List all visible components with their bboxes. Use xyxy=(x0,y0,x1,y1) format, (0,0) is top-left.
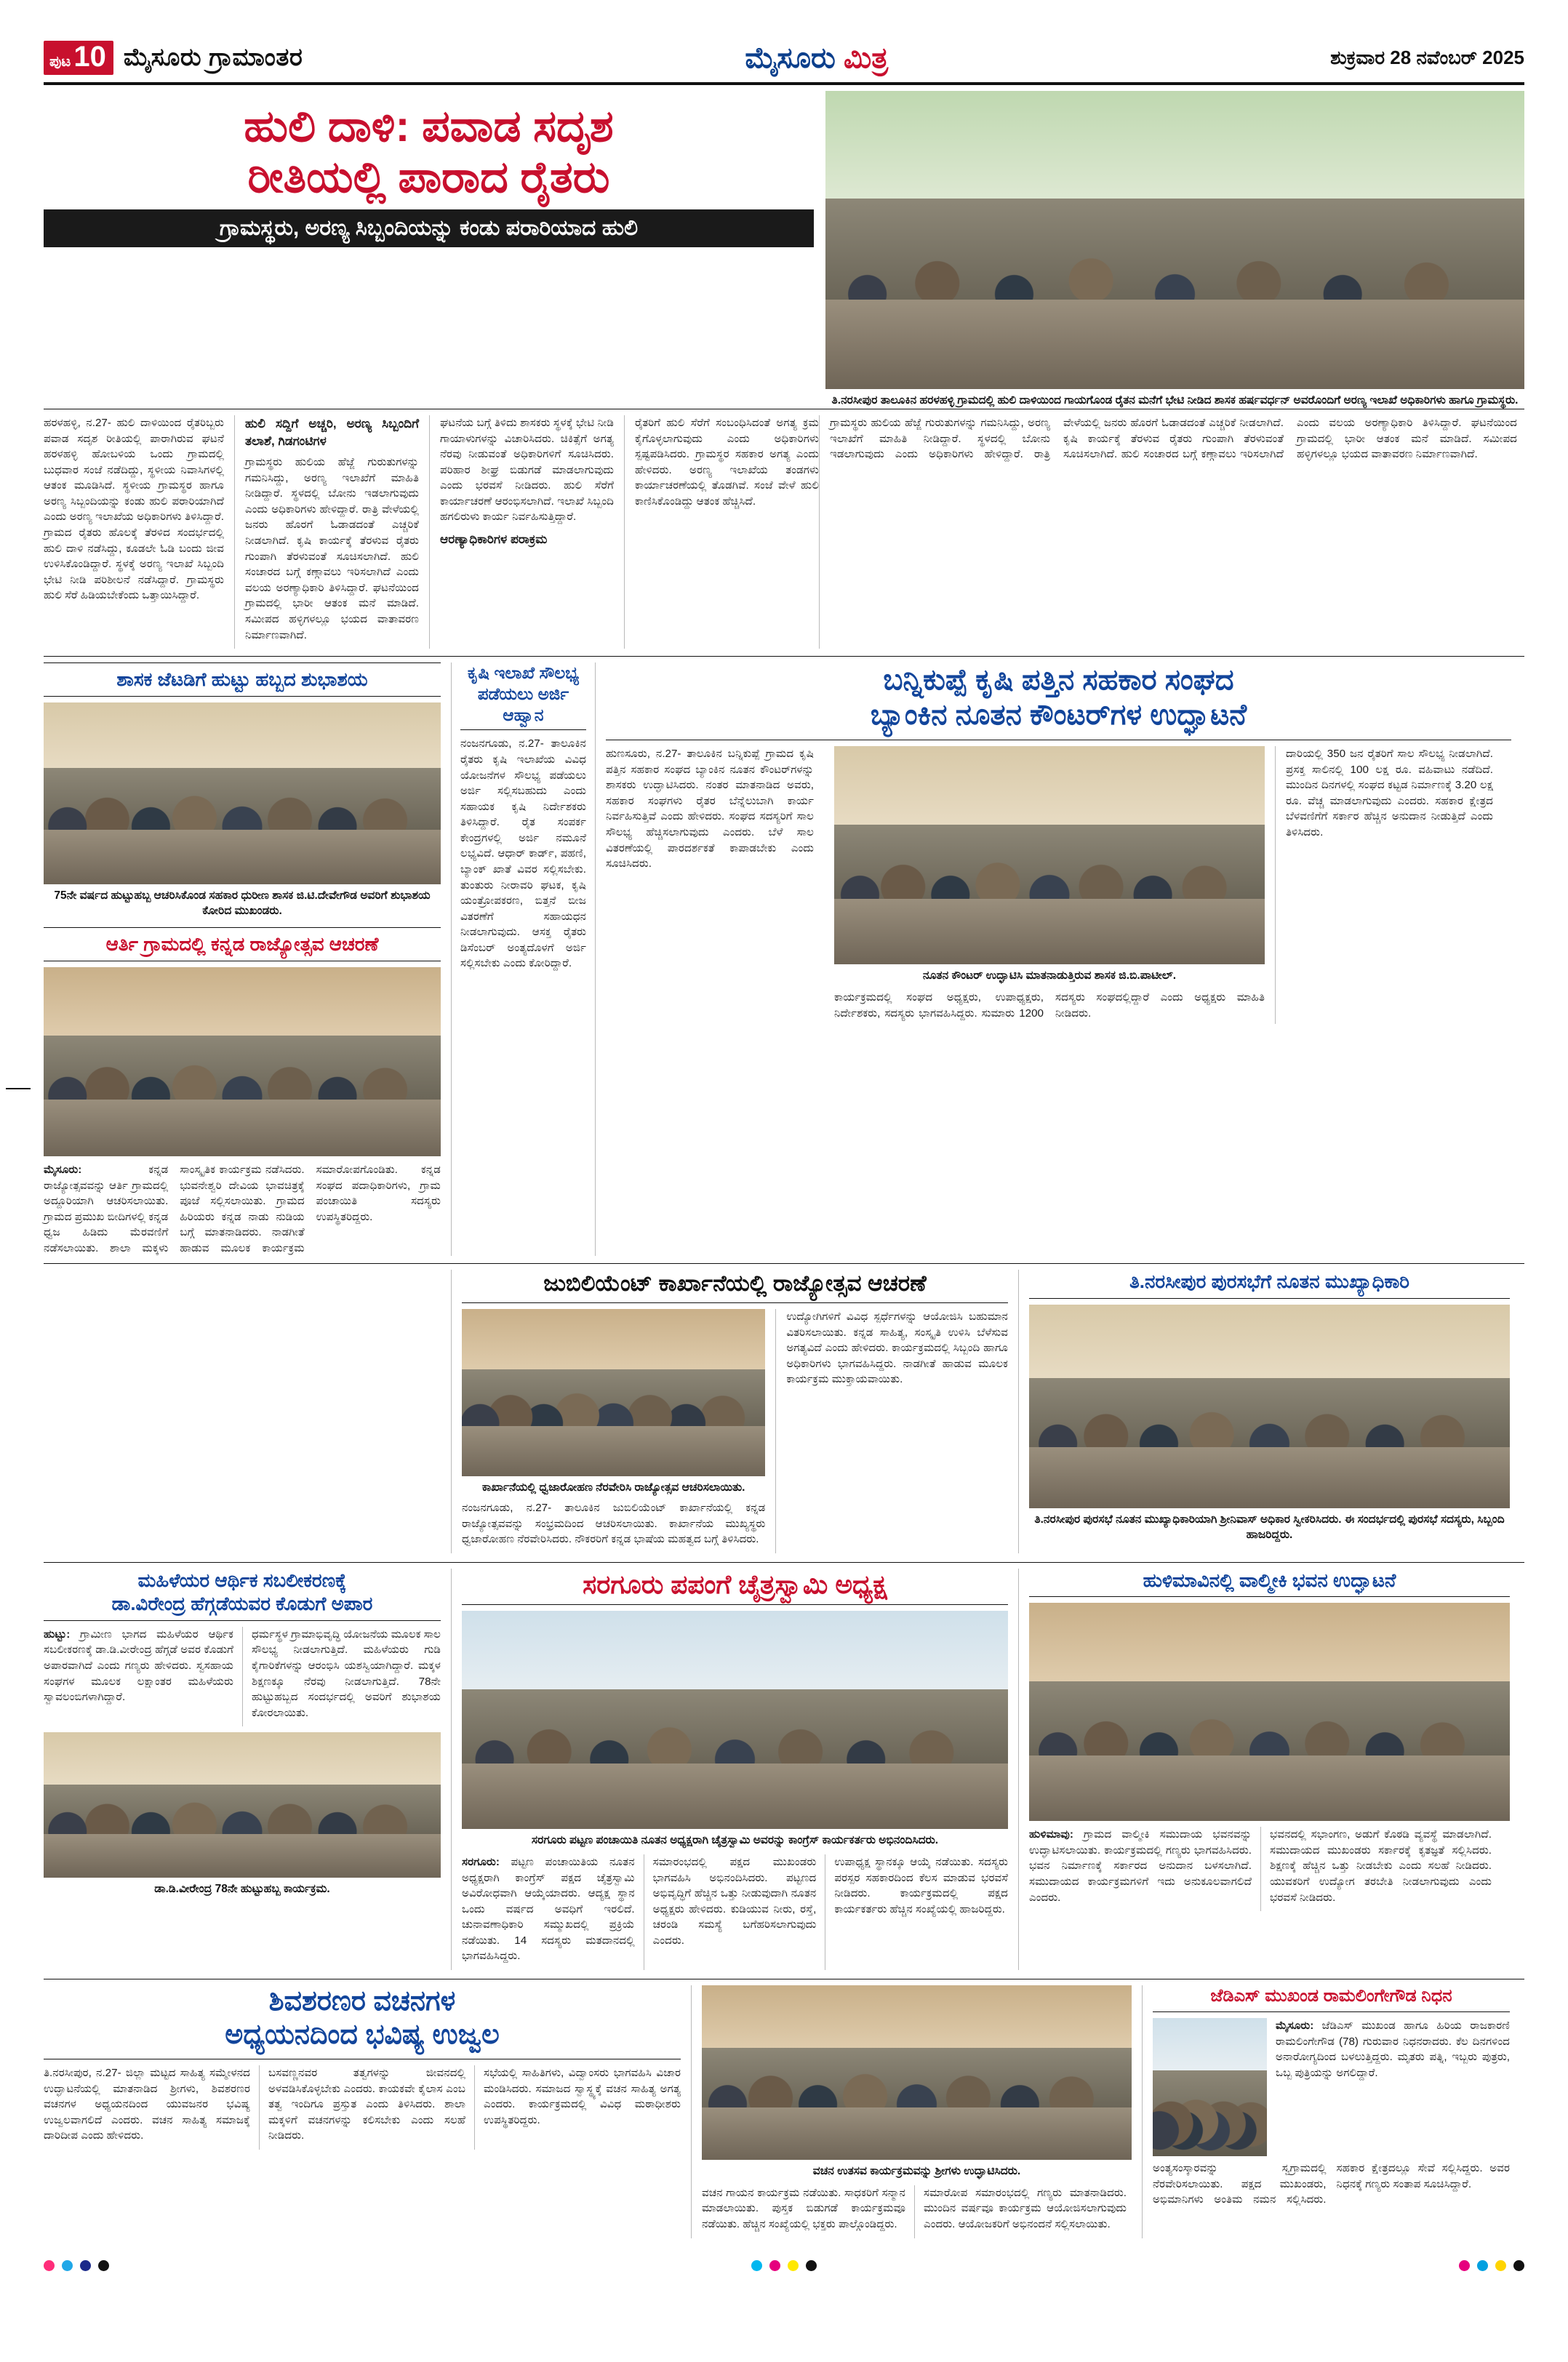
masthead xyxy=(44,41,1524,85)
vachana-title xyxy=(44,1985,681,2051)
lead-text-columns xyxy=(44,409,1524,649)
lead-col-4 xyxy=(624,415,819,649)
vachana-col-2 xyxy=(259,2065,474,2150)
birthday-title: ಶಾಸಕ ಜೆಟಡಿಗೆ ಹುಟ್ಟು ಹಬ್ಬದ ಶುಭಾಶಯ xyxy=(44,662,441,697)
row3-left-spacer xyxy=(44,1270,451,1553)
obituary-story xyxy=(1142,1985,1510,2238)
lead-right-spill xyxy=(819,415,1517,649)
row-2 xyxy=(44,656,1524,1256)
krishi-title-line-1: ಕೃಷಿ ಇಲಾಖೆ ಸೌಲಭ್ಯ xyxy=(467,663,580,683)
valmiki-col-1-text: ಗ್ರಾಮದ ವಾಲ್ಮೀಕಿ ಸಮುದಾಯ ಭವನವನ್ನು ಉದ್ಘಾಟಿಸಲಾಯಿತು. ಕಾರ್ಯಕ್ರಮದಲ್ಲಿ ಗಣ್ಯರು ಭಾಗವಹಿಸಿದರು. ಭವನ ನಿರ್ಮಾಣಕ್ಕೆ ಸರ್ಕಾರದ ಅನುದಾನ ಬಳಸಲಾಗಿದೆ. ಸಮುದಾಯದ ಕಾರ್ಯಕ್ರಮಗಳಿಗೆ ಇದು ಅನುಕೂಲವಾಗಲಿದೆ ಎಂದರು. xyxy=(1029,1828,1252,1904)
vachana-title-line-2: ಅಧ್ಯಯನದಿಂದ ಭವಿಷ್ಯ ಉಜ್ವಲ xyxy=(225,2019,500,2050)
vachana-col-1 xyxy=(44,2065,259,2150)
bank-title xyxy=(606,662,1511,732)
jubilant-photo-cell xyxy=(462,1309,775,1553)
row-4 xyxy=(44,1562,1524,1970)
lead-photo xyxy=(825,91,1524,389)
vachana-photo xyxy=(702,1985,1132,2160)
bank-body xyxy=(606,740,1511,1024)
narasipura-photo-caption: ತಿ.ನರಸೀಪುರ ಪುರಸಭೆ ನೂತನ ಮುಖ್ಯಾಧಿಕಾರಿಯಾಗಿ ಶ್ರೀನಿವಾಸ್ ಅಧಿಕಾರ ಸ್ವೀಕರಿಸಿದರು. ಈ ಸಂದರ್ಭದಲ್ಲಿ ಪುರಸಭೆ ಸದಸ್ಯರು, ಸಿಬ್ಬಂದಿ ಹಾಜರಿದ್ದರು. xyxy=(1034,1513,1505,1541)
lead-sub-1: ಹುಲಿ ಸದ್ದಿಗೆ ಅಚ್ಚರಿ, ಅರಣ್ಯ ಸಿಬ್ಬಂದಿಗೆ ತಲಾಶೆ, ಗಿಡಗಂಟಿಗಳ xyxy=(245,416,419,449)
kannada-village-dateline: ಮೈಸೂರು: xyxy=(44,1163,82,1176)
saraguru-col-3 xyxy=(825,1854,1008,1970)
saraguru-col-3-text: ಉಪಾಧ್ಯಕ್ಷ ಸ್ಥಾನಕ್ಕೂ ಆಯ್ಕೆ ನಡೆಯಿತು. ಸದಸ್ಯರು ಪರಸ್ಪರ ಸಹಕಾರದಿಂದ ಕೆಲಸ ಮಾಡುವ ಭರವಸೆ ನೀಡಿದರು. ಕಾರ್ಯಕ್ರಮದಲ್ಲಿ ಪಕ್ಷದ ಕಾರ್ಯಕರ್ತರು ಹೆಚ್ಚಿನ ಸಂಖ್ಯೆಯಲ್ಲಿ ಹಾಜರಿದ್ದರು. xyxy=(834,1855,1008,1915)
saraguru-col-1 xyxy=(462,1854,644,1970)
lead-kicker-band: ಗ್ರಾಮಸ್ಥರು, ಅರಣ್ಯ ಸಿಬ್ಬಂದಿಯನ್ನು ಕಂಡು ಪರಾರಿಯಾದ ಹುಲಿ xyxy=(44,209,814,247)
registration-dots-left xyxy=(44,2260,109,2271)
saraguru-title: ಸರಗೂರು ಪಪಂಗೆ ಚೈತ್ರಸ್ವಾಮಿ ಅಧ್ಯಕ್ಷ xyxy=(462,1569,1008,1605)
bank-col-2-text: ಕಾರ್ಯಕ್ರಮದಲ್ಲಿ ಸಂಘದ ಅಧ್ಯಕ್ಷರು, ಉಪಾಧ್ಯಕ್ಷರು, ನಿರ್ದೇಶಕರು, ಸದಸ್ಯರು ಭಾಗವಹಿಸಿದ್ದರು. ಸುಮಾರು 1200 ಸದಸ್ಯರು ಸಂಘದಲ್ಲಿದ್ದಾರೆ ಎಂದು ಅಧ್ಯಕ್ಷರು ಮಾಹಿತಿ ನೀಡಿದರು. xyxy=(834,991,1265,1020)
issue-date: ಶುಕ್ರವಾರ 28 ನವೆಂಬರ್ 2025 xyxy=(1330,46,1524,68)
lead-col-1-text: ಹರಳಹಳ್ಳಿ, ನ.27- ಹುಲಿ ದಾಳಿಯಿಂದ ರೈತರಿಬ್ಬರು ಪವಾಡ ಸದೃಶ ರೀತಿಯಲ್ಲಿ ಪಾರಾಗಿರುವ ಘಟನೆ ಹರಳಹಳ್ಳಿ ಹೋಬಳಿಯ ಒಂದು ಗ್ರಾಮದಲ್ಲಿ ಬುಧವಾರ ಸಂಜೆ ನಡೆದಿದ್ದು, ಸ್ಥಳೀಯ ನಿವಾಸಿಗಳಲ್ಲಿ ಆತಂಕ ಮೂಡಿಸಿದೆ. ಸ್ಥಳೀಯ ಗ್ರಾಮಸ್ಥರ ಹಾಗೂ ಅರಣ್ಯ ಸಿಬ್ಬಂದಿಯನ್ನು ಕಂಡು ಹುಲಿ ಪರಾರಿಯಾಗಿದೆ ಎಂದು ಅರಣ್ಯ ಇಲಾಖೆಯ ಅಧಿಕಾರಿಗಳು ತಿಳಿಸಿದ್ದಾರೆ. ಗ್ರಾಮದ ರೈತರು ಹೊಲಕ್ಕೆ ತೆರಳಿದ ಸಂದರ್ಭದಲ್ಲಿ ಹುಲಿ ದಾಳಿ ನಡೆಸಿದ್ದು, ಕೂಡಲೇ ಓಡಿ ಬಂದು ಜೀವ ಉಳಿಸಿಕೊಂಡಿದ್ದಾರೆ. ಸ್ಥಳಕ್ಕೆ ಅರಣ್ಯ ಇಲಾಖೆ ಸಿಬ್ಬಂದಿ ಭೇಟಿ ನೀಡಿ ಪರಿಶೀಲನೆ ನಡೆಸಿದ್ದಾರೆ. ಗ್ರಾಮಸ್ಥರು ಹುಲಿ ಸೆರೆ ಹಿಡಿಯಬೇಕೆಂದು ಒತ್ತಾಯಿಸಿದ್ದಾರೆ. xyxy=(44,416,224,602)
mahila-col-1 xyxy=(44,1627,242,1726)
jubilant-col-1-text: ನಂಜನಗೂಡು, ನ.27- ತಾಲೂಕಿನ ಜುಬಿಲಿಯೆಂಟ್ ಕಾರ್ಖಾನೆಯಲ್ಲಿ ಕನ್ನಡ ರಾಜ್ಯೋತ್ಸವವನ್ನು ಸಂಭ್ರಮದಿಂದ ಆಚರಿಸಲಾಯಿತು. ಕಾರ್ಖಾನೆಯ ಮುಖ್ಯಸ್ಥರು ಧ್ವಜಾರೋಹಣ ನೆರವೇರಿಸಿದರು. ನೌಕರರಿಗೆ ಕನ್ನಡ ಭಾಷೆಯ ಮಹತ್ವದ ಬಗ್ಗೆ ತಿಳಿಸಿದರು. xyxy=(462,1502,766,1546)
saraguru-col-2 xyxy=(644,1854,825,1970)
lead-col-3-text: ಘಟನೆಯ ಬಗ್ಗೆ ತಿಳಿದು ಶಾಸಕರು ಸ್ಥಳಕ್ಕೆ ಭೇಟಿ ನೀಡಿ ಗಾಯಾಳುಗಳನ್ನು ವಿಚಾರಿಸಿದರು. ಚಿಕಿತ್ಸೆಗೆ ಅಗತ್ಯ ನೆರವು ನೀಡುವಂತೆ ಅಧಿಕಾರಿಗಳಿಗೆ ಸೂಚಿಸಿದರು. ಪರಿಹಾರ ಶೀಘ್ರ ಬಿಡುಗಡೆ ಮಾಡಲಾಗುವುದು ಎಂದು ಭರವಸೆ ನೀಡಿದರು. ಹುಲಿ ಸೆರೆಗೆ ಕಾರ್ಯಾಚರಣೆ ಆರಂಭಿಸಲಾಗಿದೆ. ಇಲಾಖೆ ಸಿಬ್ಬಂದಿ ಹಗಲಿರುಳು ಕಾರ್ಯ ನಿರ್ವಹಿಸುತ್ತಿದ್ದಾರೆ. xyxy=(440,416,614,524)
row-3 xyxy=(44,1263,1524,1553)
kannada-village-text xyxy=(44,1162,441,1256)
lead-sub-2: ಆರಣ್ಯಾಧಿಕಾರಿಗಳ ಪರಾಕ್ರಮ xyxy=(440,532,548,546)
bank-photo-caption: ನೂತನ ಕೌಂಟರ್ ಉದ್ಘಾಟಿಸಿ ಮಾತನಾಡುತ್ತಿರುವ ಶಾಸಕ ಜಿ.ಬಿ.ಪಾಟೀಲ್. xyxy=(922,969,1177,982)
bank-col-3-text: ದಾರಿಯಲ್ಲಿ 350 ಜನ ರೈತರಿಗೆ ಸಾಲ ಸೌಲಭ್ಯ ನೀಡಲಾಗಿದೆ. ಪ್ರಸಕ್ತ ಸಾಲಿನಲ್ಲಿ 100 ಲಕ್ಷ ರೂ. ವಹಿವಾಟು ನಡೆದಿದೆ. ಮುಂದಿನ ದಿನಗಳಲ್ಲಿ ಸಂಘದ ಕಟ್ಟಡ ನಿರ್ಮಾಣಕ್ಕೆ 3.20 ಲಕ್ಷ ರೂ. ವೆಚ್ಚ ಮಾಡಲಾಗುವುದು ಎಂದರು. ಸಹಕಾರ ಕ್ಷೇತ್ರದ ಬೆಳವಣಿಗೆಗೆ ಸರ್ಕಾರ ಹೆಚ್ಚಿನ ಅನುದಾನ ನೀಡುತ್ತಿದೆ ಎಂದು ತಿಳಿಸಿದರು. xyxy=(1286,748,1493,838)
kannada-village-photo xyxy=(44,967,441,1156)
page-number-value: 10 xyxy=(73,41,106,73)
obituary-col-2 xyxy=(1153,2161,1510,2208)
birthday-photo xyxy=(44,702,441,884)
section-title: ಮೈಸೂರು ಗ್ರಾಮಾಂತರ xyxy=(123,44,303,71)
valmiki-photo xyxy=(1029,1603,1510,1821)
mahila-dateline: ಹುಟ್ಟು: xyxy=(44,1628,71,1641)
saraguru-photo-caption: ಸರಗೂರು ಪಟ್ಟಣ ಪಂಚಾಯಿತಿ ನೂತನ ಅಧ್ಯಕ್ಷರಾಗಿ ಚೈತ್ರಸ್ವಾಮಿ ಅವರನ್ನು ಕಾಂಗ್ರೆಸ್ ಕಾರ್ಯಕರ್ತರು ಅಭಿನಂದಿಸಿದರು. xyxy=(531,1834,939,1847)
registration-dots-right xyxy=(1459,2260,1524,2271)
saraguru-col-1-text: ಪಟ್ಟಣ ಪಂಚಾಯಿತಿಯ ನೂತನ ಅಧ್ಯಕ್ಷರಾಗಿ ಕಾಂಗ್ರೆಸ್ ಪಕ್ಷದ ಚೈತ್ರಸ್ವಾಮಿ ಅವಿರೋಧವಾಗಿ ಆಯ್ಕೆಯಾದರು. ಆದ್ಯಕ್ಷ ಸ್ಥಾನ ಒಂದು ವರ್ಷದ ಅವಧಿಗೆ ಇರಲಿದೆ. ಚುನಾವಣಾಧಿಕಾರಿ ಸಮ್ಮುಖದಲ್ಲಿ ಪ್ರಕ್ರಿಯೆ ನಡೆಯಿತು. 14 ಸದಸ್ಯರು ಮತದಾನದಲ್ಲಿ ಭಾಗವಹಿಸಿದ್ದರು. xyxy=(462,1855,635,1963)
logo-main: ಮೈಸೂರು xyxy=(745,41,836,74)
lead-photo-caption: ತಿ.ನರಸೀಪುರ ತಾಲೂಕಿನ ಹರಳಹಳ್ಳಿ ಗ್ರಾಮದಲ್ಲಿ ಹುಲಿ ದಾಳಿಯಿಂದ ಗಾಯಗೊಂಡ ರೈತನ ಮನೆಗೆ ಭೇಟಿ ನೀಡಿದ ಶಾಸಕ ಹರ್ಷವರ್ಧನ್ ಅವರೊಂದಿಗೆ ಅರಣ್ಯ ಇಲಾಖೆ ಅಧಿಕಾರಿಗಳು ಹಾಗೂ ಗ್ರಾಮಸ್ಥರು. xyxy=(831,394,1519,407)
mahila-story xyxy=(44,1569,451,1970)
mahila-title xyxy=(44,1569,441,1621)
vachana-col-4-text: ವಚನ ಗಾಯನ ಕಾರ್ಯಕ್ರಮ ನಡೆಯಿತು. ಸಾಧಕರಿಗೆ ಸನ್ಮಾನ ಮಾಡಲಾಯಿತು. ಪುಸ್ತಕ ಬಿಡುಗಡೆ ಕಾರ್ಯಕ್ರಮವೂ ನಡೆಯಿತು. ಹೆಚ್ಚಿನ ಸಂಖ್ಯೆಯಲ್ಲಿ ಭಕ್ತರು ಪಾಲ್ಗೊಂಡಿದ್ದರು. xyxy=(702,2186,905,2231)
mahila-col-1-text: ಗ್ರಾಮೀಣ ಭಾಗದ ಮಹಿಳೆಯರ ಆರ್ಥಿಕ ಸಬಲೀಕರಣಕ್ಕೆ ಡಾ.ಡಿ.ವೀರೇಂದ್ರ ಹೆಗ್ಗಡೆ ಅವರ ಕೊಡುಗೆ ಅಪಾರವಾಗಿದೆ ಎಂದು ಗಣ್ಯರು ಹೇಳಿದರು. ಸ್ವಸಹಾಯ ಸಂಘಗಳ ಮೂಲಕ ಲಕ್ಷಾಂತರ ಮಹಿಳೆಯರು ಸ್ವಾವಲಂಬಿಗಳಾಗಿದ್ದಾರೆ. xyxy=(44,1628,233,1704)
mahila-col-2-text: ಧರ್ಮಸ್ಥಳ ಗ್ರಾಮಾಭಿವೃದ್ಧಿ ಯೋಜನೆಯ ಮೂಲಕ ಸಾಲ ಸೌಲಭ್ಯ ನೀಡಲಾಗುತ್ತಿದೆ. ಮಹಿಳೆಯರು ಗುಡಿ ಕೈಗಾರಿಕೆಗಳನ್ನು ಆರಂಭಿಸಿ ಯಶಸ್ವಿಯಾಗಿದ್ದಾರೆ. ಮಕ್ಕಳ ಶಿಕ್ಷಣಕ್ಕೂ ನೆರವು ನೀಡಲಾಗುತ್ತಿದೆ. 78ನೇ ಹುಟ್ಟುಹಬ್ಬದ ಸಂದರ್ಭದಲ್ಲಿ ಅವರಿಗೆ ಶುಭಾಶಯ ಕೋರಲಾಯಿತು. xyxy=(252,1628,441,1719)
page-number-prefix: ಪುಟ xyxy=(49,54,71,70)
krishi-title-line-2: ಪಡೆಯಲು ಅರ್ಜಿ ಆಹ್ವಾನ xyxy=(477,684,569,724)
bank-title-line-2: ಬ್ಯಾಂಕಿನ ನೂತನ ಕೌಂಟರ್‌ಗಳ ಉದ್ಘಾಟನೆ xyxy=(870,699,1247,732)
bank-col-3 xyxy=(1275,746,1493,1024)
lead-col-2-text: ಗ್ರಾಮಸ್ಥರು ಹುಲಿಯ ಹೆಜ್ಜೆ ಗುರುತುಗಳನ್ನು ಗಮನಿಸಿದ್ದು, ಅರಣ್ಯ ಇಲಾಖೆಗೆ ಮಾಹಿತಿ ನೀಡಿದ್ದಾರೆ. ಸ್ಥಳದಲ್ಲಿ ಬೋನು ಇಡಲಾಗುವುದು ಎಂದು ಅಧಿಕಾರಿಗಳು ಹೇಳಿದ್ದಾರೆ. ರಾತ್ರಿ ವೇಳೆಯಲ್ಲಿ ಜನರು ಹೊರಗೆ ಓಡಾಡದಂತೆ ಎಚ್ಚರಿಕೆ ನೀಡಲಾಗಿದೆ. ಕೃಷಿ ಕಾರ್ಯಕ್ಕೆ ತೆರಳುವ ರೈತರು ಗುಂಪಾಗಿ ತೆರಳುವಂತೆ ಸೂಚಿಸಲಾಗಿದೆ. ಹುಲಿ ಸಂಚಾರದ ಬಗ್ಗೆ ಕಣ್ಗಾವಲು ಇರಿಸಲಾಗಿದೆ ಎಂದು ವಲಯ ಅರಣ್ಯಾಧಿಕಾರಿ ತಿಳಿಸಿದ್ದಾರೆ. ಘಟನೆಯಿಂದ ಗ್ರಾಮದಲ್ಲಿ ಭಾರೀ ಆತಂಕ ಮನೆ ಮಾಡಿದೆ. ಸಮೀಪದ ಹಳ್ಳಿಗಳಲ್ಲೂ ಭಯದ ವಾತಾವರಣ ನಿರ್ಮಾಣವಾಗಿದೆ. xyxy=(245,456,419,641)
bank-title-line-1: ಬನ್ನಿಕುಪ್ಪೆ ಕೃಷಿ ಪತ್ತಿನ ಸಹಕಾರ ಸಂಘದ xyxy=(883,664,1234,697)
birthday-photo-caption: 75ನೇ ವರ್ಷದ ಹುಟ್ಟುಹಬ್ಬ ಆಚರಿಸಿಕೊಂಡ ಸಹಕಾರ ಧುರೀಣ ಶಾಸಕ ಜಿ.ಟಿ.ದೇವೇಗೌಡ ಅವರಿಗೆ ಶುಭಾಶಯ ಕೋರಿದ ಮುಖಂಡರು. xyxy=(54,889,431,917)
kannada-village-title: ಆರ್ತಿ ಗ್ರಾಮದಲ್ಲಿ ಕನ್ನಡ ರಾಜ್ಯೋತ್ಸವ ಆಚರಣೆ xyxy=(44,927,441,961)
vachana-col-3 xyxy=(474,2065,681,2150)
logo-accent: ಮಿತ್ರ xyxy=(843,41,889,74)
jubilant-col-2 xyxy=(775,1309,1008,1553)
mahila-photo-caption: ಡಾ.ಡಿ.ವೀರೇಂದ್ರ 78ನೇ ಹುಟ್ಟುಹಬ್ಬ ಕಾರ್ಯಕ್ರಮ. xyxy=(154,1883,330,1896)
krishi-story xyxy=(451,662,595,1256)
obituary-dateline: ಮೈಸೂರು: xyxy=(1276,2019,1314,2032)
valmiki-col-2-text: ಭವನದಲ್ಲಿ ಸಭಾಂಗಣ, ಅಡುಗೆ ಕೊಠಡಿ ವ್ಯವಸ್ಥೆ ಮಾಡಲಾಗಿದೆ. ಸಮುದಾಯದ ಮುಖಂಡರು ಸರ್ಕಾರಕ್ಕೆ ಕೃತಜ್ಞತೆ ಸಲ್ಲಿಸಿದರು. ಶಿಕ್ಷಣಕ್ಕೆ ಹೆಚ್ಚಿನ ಒತ್ತು ನೀಡಬೇಕು ಎಂದು ಸಲಹೆ ನೀಡಿದರು. ಯುವಕರಿಗೆ ಉದ್ಯೋಗ ತರಬೇತಿ ನೀಡಲಾಗುವುದು ಎಂದು ಭರವಸೆ ನೀಡಿದರು. xyxy=(1270,1828,1492,1904)
vachana-photo-caption: ವಚನ ಉತಸವ ಕಾರ್ಯಕ್ರಮವನ್ನು ಶ್ರೀಗಳು ಉದ್ಘಾಟಿಸಿದರು. xyxy=(812,2164,1021,2177)
birthday-story xyxy=(44,662,451,1256)
masthead-left xyxy=(44,41,303,75)
krishi-body-text: ನಂಜನಗೂಡು, ನ.27- ತಾಲೂಕಿನ ರೈತರು ಕೃಷಿ ಇಲಾಖೆಯ ವಿವಿಧ ಯೋಜನೆಗಳ ಸೌಲಭ್ಯ ಪಡೆಯಲು ಅರ್ಜಿ ಸಲ್ಲಿಸಬಹುದು ಎಂದು ಸಹಾಯಕ ಕೃಷಿ ನಿರ್ದೇಶಕರು ತಿಳಿಸಿದ್ದಾರೆ. ರೈತ ಸಂಪರ್ಕ ಕೇಂದ್ರಗಳಲ್ಲಿ ಅರ್ಜಿ ನಮೂನೆ ಲಭ್ಯವಿದೆ. ಆಧಾರ್ ಕಾರ್ಡ್, ಪಹಣಿ, ಬ್ಯಾಂಕ್ ಖಾತೆ ವಿವರ ಸಲ್ಲಿಸಬೇಕು. ತುಂತುರು ನೀರಾವರಿ ಘಟಕ, ಕೃಷಿ ಯಂತ್ರೋಪಕರಣ, ಬಿತ್ತನೆ ಬೀಜ ವಿತರಣೆಗೆ ಸಹಾಯಧನ ನೀಡಲಾಗುವುದು. ಆಸಕ್ತ ರೈತರು ಡಿಸೆಂಬರ್ ಅಂತ್ಯದೊಳಗೆ ಅರ್ಜಿ ಸಲ್ಲಿಸಬೇಕು ಎಂದು ಕೋರಿದ್ದಾರೆ. xyxy=(460,737,586,970)
lead-col-4-text: ರೈತರಿಗೆ ಹುಲಿ ಸೆರೆಗೆ ಸಂಬಂಧಿಸಿದಂತೆ ಅಗತ್ಯ ಕ್ರಮ ಕೈಗೊಳ್ಳಲಾಗುವುದು ಎಂದು ಅಧಿಕಾರಿಗಳು ಸ್ಪಷ್ಟಪಡಿಸಿದರು. ಗ್ರಾಮಸ್ಥರ ಸಹಕಾರ ಅಗತ್ಯ ಎಂದು ಹೇಳಿದರು. ಅರಣ್ಯ ಇಲಾಖೆಯ ತಂಡಗಳು ಕಾರ್ಯಾಚರಣೆಯಲ್ಲಿ ತೊಡಗಿವೆ. ಸಂಜೆ ವೇಳೆ ಹುಲಿ ಕಾಣಿಸಿಕೊಂಡಿದ್ದು ಆತಂಕ ಹೆಚ್ಚಿಸಿದೆ. xyxy=(635,416,819,508)
obituary-col-1-text: ಜೆಡಿಎಸ್ ಮುಖಂಡ ಹಾಗೂ ಹಿರಿಯ ರಾಜಕಾರಣಿ ರಾಮಲಿಂಗೇಗೌಡ (78) ಗುರುವಾರ ನಿಧನರಾದರು. ಕೆಲ ದಿನಗಳಿಂದ ಅನಾರೋಗ್ಯದಿಂದ ಬಳಲುತ್ತಿದ್ದರು. ಮೃತರು ಪತ್ನಿ, ಇಬ್ಬರು ಪುತ್ರರು, ಒಬ್ಬ ಪುತ್ರಿಯನ್ನು ಅಗಲಿದ್ದಾರೆ. xyxy=(1276,2019,1510,2079)
crop-mark xyxy=(6,1088,31,1089)
jubilant-col-2-text: ಉದ್ಯೋಗಿಗಳಿಗೆ ವಿವಿಧ ಸ್ಪರ್ಧೆಗಳನ್ನು ಆಯೋಜಿಸಿ ಬಹುಮಾನ ವಿತರಿಸಲಾಯಿತು. ಕನ್ನಡ ಸಾಹಿತ್ಯ, ಸಂಸ್ಕೃತಿ ಉಳಿಸಿ ಬೆಳೆಸುವ ಅಗತ್ಯವಿದೆ ಎಂದು ಹೇಳಿದರು. ಕಾರ್ಯಕ್ರಮದಲ್ಲಿ ಸಿಬ್ಬಂದಿ ಹಾಗೂ ಅಧಿಕಾರಿಗಳು ಭಾಗವಹಿಸಿದ್ದರು. ನಾಡಗೀತೆ ಹಾಡುವ ಮೂಲಕ ಕಾರ್ಯಕ್ರಮ ಮುಕ್ತಾಯವಾಯಿತು. xyxy=(786,1310,1008,1386)
saraguru-dateline: ಸರಗೂರು: xyxy=(462,1855,500,1868)
valmiki-col-1 xyxy=(1029,1827,1260,1911)
bank-col-1 xyxy=(606,746,824,1024)
saraguru-photo xyxy=(462,1611,1008,1829)
lead-block xyxy=(44,91,1524,409)
obituary-title: ಜೆಡಿಎಸ್ ಮುಖಂಡ ರಾಮಲಿಂಗೇಗೌಡ ನಿಧನ xyxy=(1153,1985,1510,2012)
registration-dots-center xyxy=(751,2260,817,2271)
valmiki-story xyxy=(1018,1569,1510,1970)
jubilant-story xyxy=(451,1270,1018,1553)
valmiki-title: ಹುಳಿಮಾವಿನಲ್ಲಿ ವಾಲ್ಮೀಕಿ ಭವನ ಉದ್ಘಾಟನೆ xyxy=(1029,1569,1510,1598)
saraguru-col-2-text: ಸಮಾರಂಭದಲ್ಲಿ ಪಕ್ಷದ ಮುಖಂಡರು ಭಾಗವಹಿಸಿ ಅಭಿನಂದಿಸಿದರು. ಪಟ್ಟಣದ ಅಭಿವೃದ್ಧಿಗೆ ಹೆಚ್ಚಿನ ಒತ್ತು ನೀಡುವುದಾಗಿ ನೂತನ ಅಧ್ಯಕ್ಷರು ಹೇಳಿದರು. ಕುಡಿಯುವ ನೀರು, ರಸ್ತೆ, ಚರಂಡಿ ಸಮಸ್ಯೆ ಬಗೆಹರಿಸಲಾಗುವುದು ಎಂದರು. xyxy=(652,1855,817,1947)
vachana-col-4 xyxy=(702,2185,914,2238)
lead-spill-text: ಗ್ರಾಮಸ್ಥರು ಹುಲಿಯ ಹೆಜ್ಜೆ ಗುರುತುಗಳನ್ನು ಗಮನಿಸಿದ್ದು, ಅರಣ್ಯ ಇಲಾಖೆಗೆ ಮಾಹಿತಿ ನೀಡಿದ್ದಾರೆ. ಸ್ಥಳದಲ್ಲಿ ಬೋನು ಇಡಲಾಗುವುದು ಎಂದು ಅಧಿಕಾರಿಗಳು ಹೇಳಿದ್ದಾರೆ. ರಾತ್ರಿ ವೇಳೆಯಲ್ಲಿ ಜನರು ಹೊರಗೆ ಓಡಾಡದಂತೆ ಎಚ್ಚರಿಕೆ ನೀಡಲಾಗಿದೆ. ಕೃಷಿ ಕಾರ್ಯಕ್ಕೆ ತೆರಳುವ ರೈತರು ಗುಂಪಾಗಿ ತೆರಳುವಂತೆ ಸೂಚಿಸಲಾಗಿದೆ. ಹುಲಿ ಸಂಚಾರದ ಬಗ್ಗೆ ಕಣ್ಗಾವಲು ಇರಿಸಲಾಗಿದೆ ಎಂದು ವಲಯ ಅರಣ್ಯಾಧಿಕಾರಿ ತಿಳಿಸಿದ್ದಾರೆ. ಘಟನೆಯಿಂದ ಗ್ರಾಮದಲ್ಲಿ ಭಾರೀ ಆತಂಕ ಮನೆ ಮಾಡಿದೆ. ಸಮೀಪದ ಹಳ್ಳಿಗಳಲ್ಲೂ ಭಯದ ವಾತಾವರಣ ನಿರ್ಮಾಣವಾಗಿದೆ. xyxy=(830,416,1517,461)
vachana-title-line-1: ಶಿವಶರಣರ ವಚನಗಳ xyxy=(268,1985,456,2017)
obituary-portrait-cell xyxy=(1153,2018,1276,2156)
bank-photo-cell xyxy=(824,746,1275,1024)
lead-photo-cell xyxy=(825,91,1524,409)
obituary-col-1 xyxy=(1276,2018,1510,2156)
vachana-col-5 xyxy=(914,2185,1127,2238)
jubilant-photo xyxy=(462,1309,765,1476)
krishi-body xyxy=(460,736,586,972)
bank-photo xyxy=(834,746,1265,964)
bank-col-1-text: ಹುಣಸೂರು, ನ.27- ತಾಲೂಕಿನ ಬನ್ನಿಕುಪ್ಪೆ ಗ್ರಾಮದ ಕೃಷಿ ಪತ್ತಿನ ಸಹಕಾರ ಸಂಘದ ಬ್ಯಾಂಕಿನ ನೂತನ ಕೌಂಟರ್‌ಗಳನ್ನು ಶಾಸಕರು ಉದ್ಘಾಟಿಸಿದರು. ನಂತರ ಮಾತನಾಡಿದ ಅವರು, ಸಹಕಾರ ಸಂಘಗಳು ರೈತರ ಬೆನ್ನೆಲುಬಾಗಿ ಕಾರ್ಯ ನಿರ್ವಹಿಸುತ್ತಿವೆ ಎಂದು ಹೇಳಿದರು. ಸಂಘದ ಸದಸ್ಯರಿಗೆ ಸಾಲ ಸೌಲಭ್ಯ ಹೆಚ್ಚಿಸಲಾಗುವುದು ಎಂದರು. ಬೆಳೆ ಸಾಲ ವಿತರಣೆಯಲ್ಲಿ ಪಾರದರ್ಶಕತೆ ಕಾಪಾಡಬೇಕು ಎಂದು ಸೂಚಿಸಿದರು. xyxy=(606,748,814,870)
mahila-title-line-1: ಮಹಿಳೆಯರ ಆರ್ಥಿಕ ಸಬಲೀಕರಣಕ್ಕೆ xyxy=(137,1569,347,1591)
mahila-col-2 xyxy=(242,1627,441,1726)
row-5 xyxy=(44,1979,1524,2238)
narasipura-title: ತಿ.ನರಸೀಪುರ ಪುರಸಭೆಗೆ ನೂತನ ಮುಖ್ಯಾಧಿಕಾರಿ xyxy=(1029,1270,1510,1299)
vachana-story xyxy=(44,1985,691,2238)
vachana-col-3-text: ಸಭೆಯಲ್ಲಿ ಸಾಹಿತಿಗಳು, ವಿದ್ವಾಂಸರು ಭಾಗವಹಿಸಿ ವಿಚಾರ ಮಂಡಿಸಿದರು. ಸಮಾಜದ ಸ್ವಾಸ್ಥ್ಯಕ್ಕೆ ವಚನ ಸಾಹಿತ್ಯ ಅಗತ್ಯ ಎಂದರು. ಕಾರ್ಯಕ್ರಮದಲ್ಲಿ ವಿವಿಧ ಮಠಾಧೀಶರು ಉಪಸ್ಥಿತರಿದ್ದರು. xyxy=(484,2067,681,2126)
kannada-village-body: ಕನ್ನಡ ರಾಜ್ಯೋತ್ಸವವನ್ನು ಆರ್ತಿ ಗ್ರಾಮದಲ್ಲಿ ಅದ್ದೂರಿಯಾಗಿ ಆಚರಿಸಲಾಯಿತು. ಗ್ರಾಮದ ಪ್ರಮುಖ ಬೀದಿಗಳಲ್ಲಿ ಕನ್ನಡ ಧ್ವಜ ಹಿಡಿದು ಮೆರವಣಿಗೆ ನಡೆಸಲಾಯಿತು. ಶಾಲಾ ಮಕ್ಕಳು ಸಾಂಸ್ಕೃತಿಕ ಕಾರ್ಯಕ್ರಮ ನಡೆಸಿದರು. ಭುವನೇಶ್ವರಿ ದೇವಿಯ ಭಾವಚಿತ್ರಕ್ಕೆ ಪೂಜೆ ಸಲ್ಲಿಸಲಾಯಿತು. ಗ್ರಾಮದ ಹಿರಿಯರು ಕನ್ನಡ ನಾಡು ನುಡಿಯ ಬಗ್ಗೆ ಮಾತನಾಡಿದರು. ನಾಡಗೀತೆ ಹಾಡುವ ಮೂಲಕ ಕಾರ್ಯಕ್ರಮ ಸಮಾರೋಪಗೊಂಡಿತು. ಕನ್ನಡ ಸಂಘದ ಪದಾಧಿಕಾರಿಗಳು, ಗ್ರಾಮ ಪಂಚಾಯಿತಿ ಸದಸ್ಯರು ಉಪಸ್ಥಿತರಿದ್ದರು. xyxy=(44,1163,441,1254)
lead-headline-line-1: ಹುಲಿ ದಾಳಿ: ಪವಾಡ ಸದೃಶ xyxy=(244,102,614,151)
lead-headline-line-2: ರೀತಿಯಲ್ಲಿ ಪಾರಾದ ರೈತರು xyxy=(247,152,610,201)
lead-col-2 xyxy=(234,415,429,649)
krishi-title xyxy=(460,662,586,730)
obituary-col-2-text: ಅಂತ್ಯಸಂಸ್ಕಾರವನ್ನು ಸ್ವಗ್ರಾಮದಲ್ಲಿ ನೆರವೇರಿಸಲಾಯಿತು. ಪಕ್ಷದ ಮುಖಂಡರು, ಅಭಿಮಾನಿಗಳು ಅಂತಿಮ ನಮನ ಸಲ್ಲಿಸಿದರು. ಸಹಕಾರ ಕ್ಷೇತ್ರದಲ್ಲೂ ಸೇವೆ ಸಲ್ಲಿಸಿದ್ದರು. ಅವರ ನಿಧನಕ್ಕೆ ಗಣ್ಯರು ಸಂತಾಪ ಸೂಚಿಸಿದ್ದಾರೆ. xyxy=(1153,2161,1510,2206)
vachana-col-2-text: ಬಸವಣ್ಣನವರ ತತ್ವಗಳನ್ನು ಜೀವನದಲ್ಲಿ ಅಳವಡಿಸಿಕೊಳ್ಳಬೇಕು ಎಂದರು. ಕಾಯಕವೇ ಕೈಲಾಸ ಎಂಬ ತತ್ವ ಇಂದಿಗೂ ಪ್ರಸ್ತುತ ಎಂದು ತಿಳಿಸಿದರು. ಶಾಲಾ ಮಕ್ಕಳಿಗೆ ವಚನಗಳನ್ನು ಕಲಿಸಬೇಕು ಎಂದು ಸಲಹೆ ನೀಡಿದರು. xyxy=(268,2067,465,2142)
page-number-badge xyxy=(44,41,113,75)
registration-marks xyxy=(44,2250,1524,2271)
narasipura-story xyxy=(1018,1270,1510,1553)
vachana-col-1-text: ತಿ.ನರಸೀಪುರ, ನ.27- ಜಿಲ್ಲಾ ಮಟ್ಟದ ಸಾಹಿತ್ಯ ಸಮ್ಮೇಳನದ ಉದ್ಘಾಟನೆಯಲ್ಲಿ ಮಾತನಾಡಿದ ಶ್ರೀಗಳು, ಶಿವಶರಣರ ವಚನಗಳ ಅಧ್ಯಯನದಿಂದ ಯುವಜನರ ಭವಿಷ್ಯ ಉಜ್ವಲವಾಗಲಿದೆ ಎಂದರು. ವಚನ ಸಾಹಿತ್ಯ ಸಮಾಜಕ್ಕೆ ದಾರಿದೀಪ ಎಂದು ಹೇಳಿದರು. xyxy=(44,2067,250,2142)
lead-headline-col xyxy=(44,91,825,409)
jubilant-title: ಜುಬಿಲಿಯೆಂಟ್ ಕಾರ್ಖಾನೆಯಲ್ಲಿ ರಾಜ್ಯೋತ್ಸವ ಆಚರಣೆ xyxy=(462,1270,1008,1303)
vachana-col-5-text: ಸಮಾರೋಪ ಸಮಾರಂಭದಲ್ಲಿ ಗಣ್ಯರು ಮಾತನಾಡಿದರು. ಮುಂದಿನ ವರ್ಷವೂ ಕಾರ್ಯಕ್ರಮ ಆಯೋಜಿಸಲಾಗುವುದು ಎಂದರು. ಆಯೋಜಕರಿಗೆ ಅಭಿನಂದನೆ ಸಲ್ಲಿಸಲಾಯಿತು. xyxy=(924,2186,1127,2231)
vachana-photo-block xyxy=(691,1985,1142,2238)
mahila-photo xyxy=(44,1732,441,1878)
jubilant-photo-caption: ಕಾರ್ಖಾನೆಯಲ್ಲಿ ಧ್ವಜಾರೋಹಣ ನೆರವೇರಿಸಿ ರಾಜ್ಯೋತ್ಸವ ಆಚರಿಸಲಾಯಿತು. xyxy=(481,1481,745,1494)
saraguru-story xyxy=(451,1569,1018,1970)
narasipura-photo xyxy=(1029,1305,1510,1508)
bank-story xyxy=(595,662,1511,1256)
mahila-title-line-2: ಡಾ.ವಿರೇಂದ್ರ ಹೆಗ್ಗಡೆಯವರ ಕೊಡುಗೆ ಅಪಾರ xyxy=(111,1593,373,1615)
publication-logo xyxy=(745,41,889,74)
obituary-portrait xyxy=(1153,2018,1267,2156)
lead-col-3 xyxy=(429,415,624,649)
lead-col-1 xyxy=(44,415,234,649)
valmiki-col-2 xyxy=(1260,1827,1492,1911)
valmiki-dateline: ಹುಳಿಮಾವು: xyxy=(1029,1828,1073,1841)
lead-headline xyxy=(44,101,814,202)
